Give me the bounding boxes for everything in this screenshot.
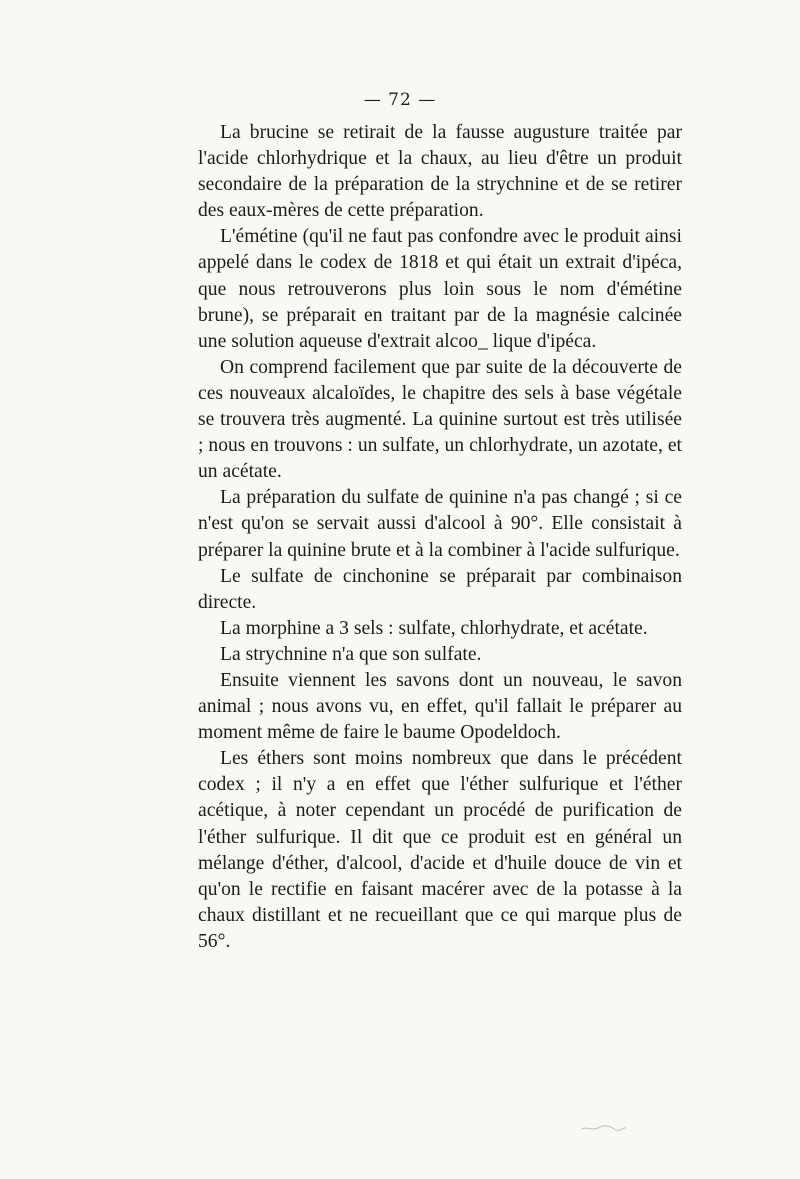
paragraph-quinine-sulfate: La préparation du sulfate de quinine n'a pas changé ; si ce n'est qu'on se servait aussi d'alcool à 90°. Elle consistait à préparer la quinine brute et à la combiner à l'acide sulfurique. [198, 487, 682, 561]
paragraph-cinchonine: Le sulfate de cinchonine se préparait par combinaison directe. [198, 565, 682, 613]
paragraph-brucine: La brucine se retirait de la fausse augusture traitée par l'acide chlorhydrique et la chaux, au lieu d'être un produit secondaire de la préparation de la strychnine et de se retirer des eaux-mères de cette préparation. [198, 122, 682, 222]
paragraph-alkaloids: On comprend facilement que par suite de la découverte de ces nouveaux alcaloïdes, le chapitre des sels à base végétale se trouvera très augmenté. La quinine surtout est très utilisée ; nous en trouvons : un sulfate, un chlorhydrate, un azotate, et un acétate. [198, 356, 682, 483]
paragraph-strychnine: La strychnine n'a que son sulfate. [220, 643, 482, 665]
paragraph-soaps: Ensuite viennent les savons dont un nouveau, le savon animal ; nous avons vu, en effet, qu'il fallait le préparer au moment même de faire le baume Opodeldoch. [198, 669, 682, 744]
page-number: — 72 — [363, 90, 437, 110]
paragraph-ethers: Les éthers sont moins nombreux que dans le précédent codex ; il n'y a en effet que l'éther sulfurique et l'éther acétique, à noter cependant un procédé de purification de l'éther sulfurique. Il dit que ce produit est en général un mélange d'éther, d'alcool, d'acide et d'huile douce de vin et qu'on le rectifie en faisant macérer avec de la potasse à la chaux distillant et ne recueillant que ce qui marque plus de 56°. [198, 748, 682, 952]
body-text [198, 120, 682, 955]
paragraph-emetine: L'émétine (qu'il ne faut pas confondre avec le produit ainsi appelé dans le codex de 1818 et qui était un extrait d'ipéca, que nous retrouverons plus loin sous le nom d'émétine brune), se préparait en traitant par de la magnésie calcinée une solution aqueuse d'extrait alcoo_ lique d'ipéca. [198, 226, 682, 352]
ink-smudge-icon [580, 1120, 628, 1134]
paragraph-morphine: La morphine a 3 sels : sulfate, chlorhydrate, et acétate. [220, 617, 648, 639]
